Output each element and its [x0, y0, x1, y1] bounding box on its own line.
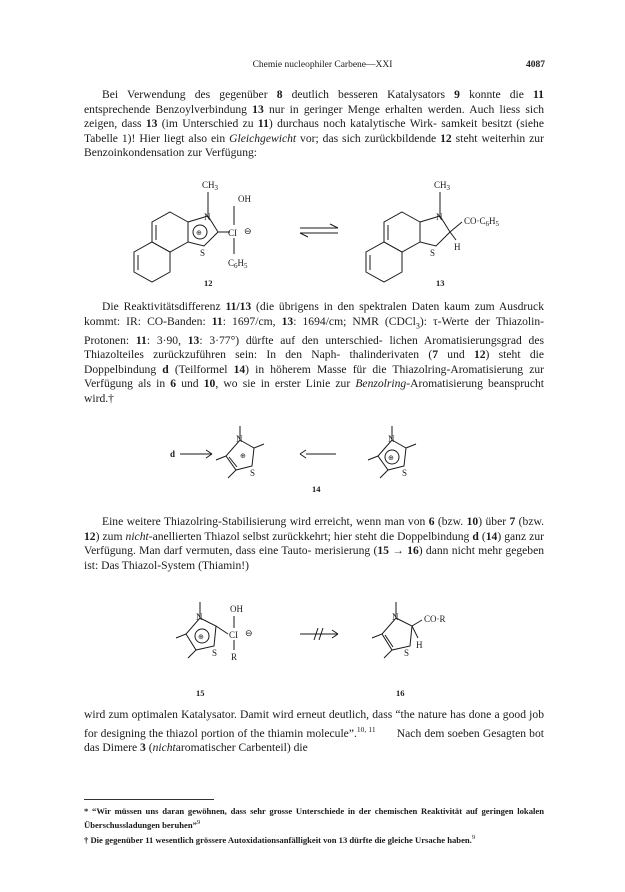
running-header: [100, 60, 545, 74]
compound-label-12: 12: [204, 278, 213, 288]
oh-label: OH: [238, 194, 251, 204]
oh-label: OH: [230, 604, 243, 614]
structure-14a: [170, 426, 264, 478]
ch3-label: $CH_3$: [202, 180, 219, 192]
footnote-2: † Die gegenüber 11 wesentlich grössere Autoxidationsanfälligkeit von 13 dürfte die gleiche Ursache haben.$^9$: [84, 834, 476, 845]
s-atom: S: [430, 248, 436, 258]
compound-label-15: 15: [196, 688, 205, 698]
cor-label: CO·R: [424, 614, 446, 624]
n-atom: N: [196, 612, 203, 622]
no-reaction-arrow: [300, 628, 338, 640]
s-atom: S: [250, 468, 256, 478]
equilibrium-arrows: [300, 224, 338, 237]
structure-14b: [368, 426, 416, 478]
footnote-1: * “Wir müssen uns daran gewöhnen, dass sehr grosse Unterschiede in der chemischen Reaktivität auf geringen lokalen Überschussladungen beruhen”$^9$: [84, 806, 544, 830]
ch3-label: $CH_3$: [434, 180, 451, 192]
compound-label-14: 14: [312, 484, 321, 494]
scheme-12-13: [100, 170, 540, 290]
n-atom: N: [388, 434, 395, 444]
s-atom: S: [402, 468, 408, 478]
charge-plus: ⊕: [388, 454, 394, 462]
resonance-arrow: [300, 450, 336, 458]
s-atom: S: [404, 648, 410, 658]
n-atom: N: [436, 212, 443, 222]
paragraph-3: Eine weitere Thiazolring-Stabilisierung wird erreicht, wenn man von 6 (bzw. 10) über 7 (bzw. 12) zum nicht-anellierten Thiazol selbst zurückkehrt; hier steht die Doppelbindung d (14) ganz zur Verfügung. Man darf vermuten, dass eine Tauto- merisierung (15 → 16) dann nicht mehr gegeben ist: Das Thiazol-System (Thiamin!): [84, 515, 545, 572]
charge-minus: ⊖: [244, 226, 252, 236]
c-center: CI: [229, 630, 239, 640]
structure-12: [134, 180, 252, 288]
c6h5-label: $C_6H_5$: [228, 258, 248, 270]
n-atom: N: [392, 612, 399, 622]
scheme-14: [100, 412, 540, 496]
page-number: 4087: [526, 60, 545, 70]
compound-label-13: 13: [436, 278, 445, 288]
h-atom: H: [454, 242, 461, 252]
running-title: Chemie nucleophiler Carbene—XXI: [252, 60, 393, 70]
c-center: CI: [228, 228, 238, 238]
paragraph-1: Bei Verwendung des gegenüber 8 deutlich besseren Katalysators 9 konnte die 11 entsprechende Benzoylverbindung 13 nur in geringer Menge erhalten werden. Auch liess sich zeigen, dass 13 (im Unterschied zu 11) durchaus noch katalytische Wirk- samkeit besitzt (siehe Tabelle 1)! Hier liegt also ein Gleichgewicht vor; das sich zurückbildende 12 steht weiterhin zur Benzoinkondensation zur Verfügung:: [84, 88, 545, 160]
n-atom: N: [236, 434, 243, 444]
paragraph-2: Die Reaktivitätsdifferenz 11/13 (die übrigens in den spektralen Daten kaum zum Ausdruck kommt: IR: CO-Banden: 11: 1697/cm, 13: 1694/cm; NMR (CDCl$_3$): τ-Werte der Thiazolin-Protonen: 11: 3·90, 13: 3·77°) dürfte auf den unterschied- lichen Aromatisierungsgrad des Thiazolteiles zurückzuführen sein: In den Naph- thalinderivaten (7 und 12) steht die Doppelbindung d (Teilformel 14) in höherem Masse für die Thiazolring-Aromatisierung zur Verfügung als in 6 und 10, wo sie in erster Linie zur Benzolring-Aromatisierung beansprucht wird.†: [84, 300, 545, 405]
charge-minus: ⊖: [245, 628, 253, 638]
n-atom: N: [204, 212, 211, 222]
r-group: R: [231, 652, 238, 662]
coc6h5-label: $CO\cdot C_6H_5$: [464, 216, 500, 228]
structure-13: [366, 180, 500, 288]
s-atom: S: [200, 248, 206, 258]
structure-16: [372, 602, 446, 698]
scheme-15-16: [100, 592, 540, 704]
compound-label-16: 16: [396, 688, 405, 698]
bond-label-d: d: [170, 449, 176, 459]
s-atom: S: [212, 648, 218, 658]
h-atom: H: [416, 640, 423, 650]
charge-plus: ⊕: [240, 452, 246, 460]
structure-15: [176, 602, 253, 698]
footnote-rule: [84, 799, 214, 800]
charge-plus: ⊕: [198, 633, 204, 641]
paragraph-4: wird zum optimalen Katalysator. Damit wird erneut deutlich, dass “the nature has done a good job for designing the thiazol portion of the thiamin molecule”.$^{10, 11}$ Nach dem soeben Gesagten bot das Dimere 3 (nichtaromatischer Carbenteil) die: [84, 708, 545, 755]
charge-plus: ⊕: [196, 229, 202, 237]
